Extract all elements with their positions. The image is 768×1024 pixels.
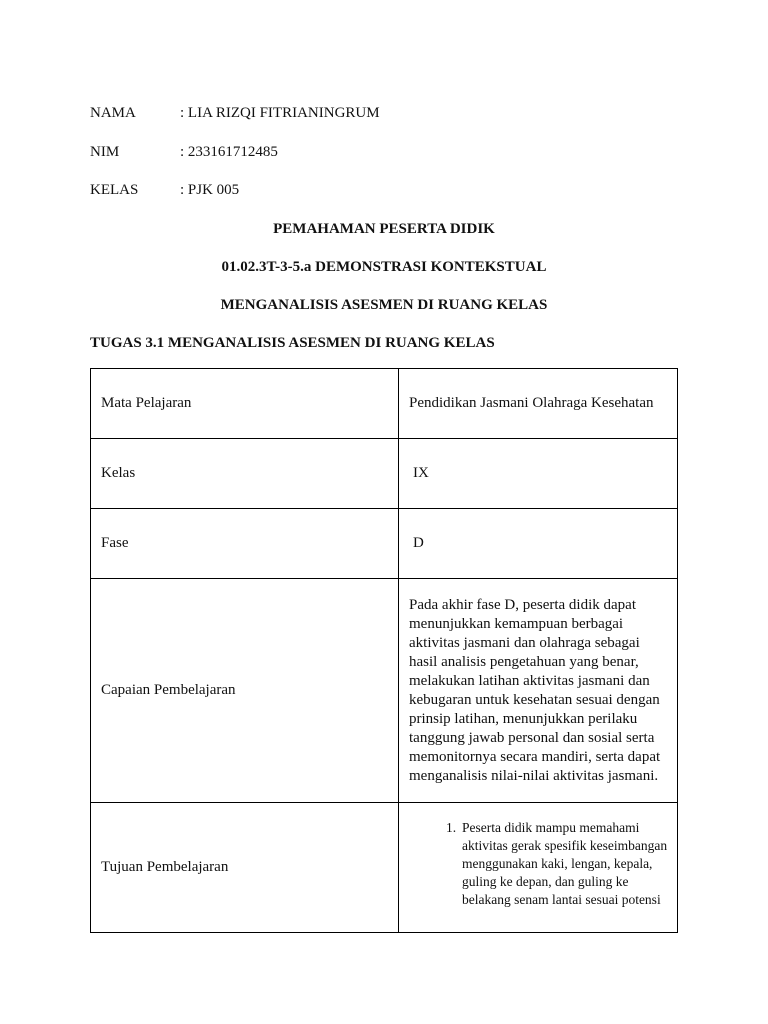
- list-item-text: Peserta didik mampu memahami aktivitas gerak spesifik keseimbangan menggunakan kaki, lengan, kepala, guling ke depan, dan guling ke belakang senam lantai sesuai potensi: [462, 820, 668, 907]
- list-item: [446, 819, 669, 909]
- heading-line-1: PEMAHAMAN PESERTA DIDIK: [273, 221, 495, 237]
- kelas-label: KELAS: [90, 182, 139, 198]
- cell-value: IX: [399, 439, 678, 509]
- table-row-tujuan-pembelajaran: [91, 803, 678, 933]
- table-row-capaian-pembelajaran: [91, 579, 678, 803]
- task-title: TUGAS 3.1 MENGANALISIS ASESMEN DI RUANG KELAS: [90, 335, 495, 351]
- heading-line-2: 01.02.3T-3-5.a DEMONSTRASI KONTEKSTUAL: [221, 259, 547, 275]
- cell-label: Fase: [91, 509, 399, 579]
- cell-value: Pada akhir fase D, peserta didik dapat menunjukkan kemampuan berbagai aktivitas jasmani dan olahraga sebagai hasil analisis pengetahuan yang benar, melakukan latihan aktivitas jasmani dan kebugaran untuk kesehatan sesuai dengan prinsip latihan, menunjukkan perilaku tanggung jawab personal dan sosial serta memonitornya secara mandiri, serta dapat menganalisis nilai-nilai aktivitas jasmani.: [399, 579, 678, 803]
- cell-label: Capaian Pembelajaran: [91, 579, 399, 803]
- table-row-fase: [91, 509, 678, 579]
- cell-value: [399, 803, 678, 933]
- nama-value: : LIA RIZQI FITRIANINGRUM: [180, 105, 380, 121]
- asesmen-table: [90, 368, 678, 933]
- cell-value: D: [399, 509, 678, 579]
- list-item-number: 1.: [446, 820, 457, 835]
- heading-line-3: MENGANALISIS ASESMEN DI RUANG KELAS: [220, 297, 548, 313]
- tujuan-list: [409, 819, 669, 909]
- nama-label: NAMA: [90, 105, 136, 121]
- nim-label: NIM: [90, 144, 120, 160]
- table-row-mata-pelajaran: [91, 369, 678, 439]
- cell-value: Pendidikan Jasmani Olahraga Kesehatan: [399, 369, 678, 439]
- nim-value: : 233161712485: [180, 144, 278, 160]
- cell-label: Kelas: [91, 439, 399, 509]
- cell-label: Tujuan Pembelajaran: [91, 803, 399, 933]
- table-row-kelas: [91, 439, 678, 509]
- kelas-value: : PJK 005: [180, 182, 240, 198]
- cell-label: Mata Pelajaran: [91, 369, 399, 439]
